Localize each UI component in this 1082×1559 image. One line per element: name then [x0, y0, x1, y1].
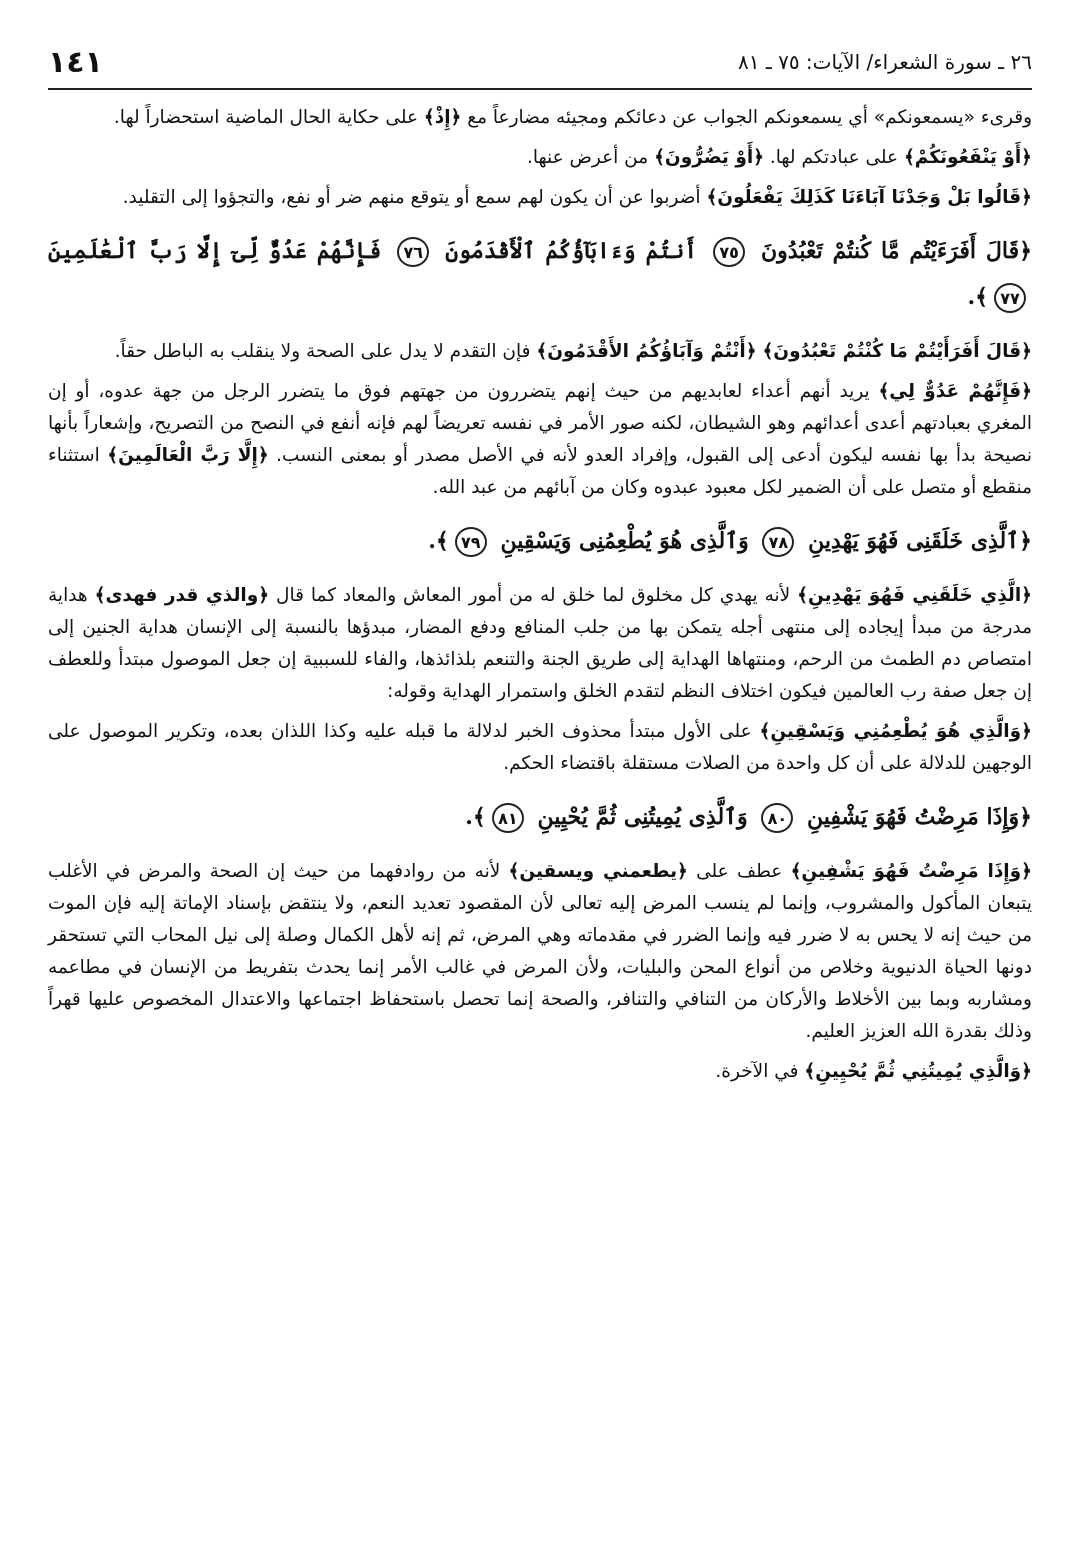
text-run: على الأول مبتدأ محذوف الخبر لدلالة ما قبله عليه وكذا اللذان بعده، وتكرير الموصول على الوجهين للدلالة على أن كل واحدة من الصلات مستقلة باقتضاء الحكم. — [48, 721, 1032, 774]
quoted-verse: ﴿الَّذِي خَلَقَنِي فَهُوَ يَهْدِينِ﴾ — [797, 585, 1033, 606]
text-run: في الآخرة. — [715, 1061, 805, 1082]
text-run: وَٱلَّذِى هُوَ يُطْعِمُنِى وَيَسْقِينِ — [492, 528, 757, 554]
ayah-number-marker: ٧٥ — [713, 237, 745, 267]
quoted-verse: ﴿أَنْتُمْ وَآبَاؤُكُمُ الأَقْدَمُونَ﴾ — [536, 341, 757, 362]
text-run: أَنتُمْ وَءَابَآؤُكُمُ ٱلْأَقْدَمُونَ — [435, 238, 708, 264]
ayah-number-marker: ٨١ — [492, 803, 524, 833]
commentary-paragraph — [48, 580, 1032, 708]
text-run: لأنه من روادفهما من حيث إن الصحة والمرض في الأغلب يتبعان المأكول والمشروب، وإنما لم ينسب المرض إليه تعالى لأن المقصود تعديد النعم، ولا ينتقض بإسناد الإماتة إليه فإن الموت من حيث إنه لا يحس به لا ضرر فيه وإنما الضرر في مقدماته وهي المرض، ثم إنه لأهل الكمال وصلة إلى نيل المحاب التي تستحقر دونها الحياة الدنيوية وخلاص من أنواع المحن والبليات، ولأن المرض في غالب الأمر إنما يحدث بتفريط من الإنسان في مطاعمه ومشاربه وبما بين الأخلاط والأركان من التنافي والتنافر، والصحة إنما تحصل باستحفاظ اجتماعها والاعتدال المخصوص عليها قهراً وذلك بقدرة الله العزيز العليم. — [48, 861, 1032, 1042]
page-header — [48, 36, 1032, 90]
quoted-verse: ﴿قَالُوا بَلْ وَجَدْنَا آبَاءَنَا كَذَلِكَ يَفْعَلُونَ﴾ — [706, 187, 1032, 208]
commentary-paragraph — [48, 376, 1032, 504]
text-run: فإن التقدم لا يدل على الصحة ولا ينقلب به الباطل حقاً. — [114, 341, 537, 362]
text-run: يريد أنهم أعداء لعابديهم من حيث إنهم يتضررون من جهتهم فوق ما يتضرر الرجل من جهة عدوه، أو إن المغري بعبادتهم أعدى أعدائهم وهو الشيطان، لكنه صور الأمر في نفسه تعريضاً لهم فإنه أنفع في النصح من التصريح، وإشعاراً بأنها نصيحة بدأ بها نفسه ليكون أدعى إلى القبول، وإفراد العدو لأنه في الأصل مصدر أو بمعنى النسب. — [48, 381, 1032, 466]
quoted-verse: ﴿أَوْ يَضُرُّونَ﴾ — [654, 147, 764, 168]
quran-verse-block — [48, 518, 1032, 564]
page-body — [48, 102, 1032, 1088]
ayah-number-marker: ٧٩ — [455, 527, 487, 557]
running-head: ٢٦ ـ سورة الشعراء/ الآيات: ٧٥ ـ ٨١ — [738, 50, 1032, 74]
quoted-verse: ﴿أَوْ يَنْفَعُونَكُمْ﴾ — [903, 147, 1032, 168]
page-number: ١٤١ — [48, 44, 103, 80]
text-run: ﴿وَإِذَا مَرِضْتُ فَهُوَ يَشْفِينِ — [799, 804, 1032, 830]
quoted-verse: ﴿وَالَّذِي يُمِيتُنِي ثُمَّ يُحْيِينِ﴾ — [804, 1061, 1032, 1082]
text-run: ﴾. — [967, 284, 988, 310]
commentary-paragraph — [48, 142, 1032, 174]
text-run: وقرىء «يسمعونكم» أي يسمعونكم الجواب عن دعائكم ومجيئه مضارعاً مع — [461, 107, 1032, 128]
text-run: ﴿قَالَ أَفَرَءَيْتُم مَّا كُنتُمْ تَعْبُدُونَ — [751, 238, 1032, 264]
quoted-verse: ﴿يطعمني ويسقين﴾ — [508, 861, 688, 882]
commentary-paragraph — [48, 856, 1032, 1048]
text-run: فَإِنَّهُمْ عَدُوٌّ لِّىٓ إِلَّا رَبَّ ٱلْعَٰلَمِينَ — [48, 238, 392, 264]
quoted-verse: ﴿فَإِنَّهُمْ عَدُوٌّ لِي﴾ — [878, 381, 1032, 402]
ayah-number-marker: ٧٦ — [397, 237, 429, 267]
quran-verse-block — [48, 228, 1032, 320]
quoted-verse: ﴿إِلَّا رَبَّ الْعَالَمِينَ﴾ — [107, 445, 269, 466]
quoted-verse: ﴿قَالَ أَفَرَأَيْتُمْ مَا كُنْتُمْ تَعْبُدُونَ﴾ — [762, 341, 1032, 362]
commentary-paragraph — [48, 716, 1032, 780]
text-run: استثناء منقطع أو متصل على أن الضمير لكل معبود عبدوه وكان من آبائهم من عبد الله. — [48, 445, 1032, 498]
text-run: من أعرض عنها. — [527, 147, 655, 168]
ayah-number-marker: ٧٨ — [762, 527, 794, 557]
commentary-paragraph — [48, 182, 1032, 214]
text-run: هداية مدرجة من مبدأ إيجاده إلى منتهى أجله يتمكن بها من جلب المنافع ودفع المضار، مبدؤها بالنسبة إلى الإنسان هداية الجنين إلى امتصاص دم الطمث من الرحم، ومنتهاها الهداية إلى طريق الجنة والتنعم بلذائذها، والفاء للسببية إن جعل الموصول مبتدأ وللعطف إن جعل صفة رب العالمين فيكون اختلاف النظم لتقدم الخلق واستمرار الهداية وقوله: — [48, 585, 1032, 702]
quoted-verse: ﴿وَإِذَا مَرِضْتُ فَهُوَ يَشْفِينِ﴾ — [790, 861, 1032, 882]
commentary-paragraph — [48, 102, 1032, 134]
quoted-verse: ﴿والذي قدر فهدى﴾ — [94, 585, 270, 606]
text-run: على عبادتكم لها. — [764, 147, 904, 168]
book-page — [48, 36, 1032, 1526]
ayah-number-marker: ٧٧ — [994, 283, 1026, 313]
text-run: على حكاية الحال الماضية استحضاراً لها. — [113, 107, 424, 128]
quran-verse-block — [48, 794, 1032, 840]
text-run: ﴿ٱلَّذِى خَلَقَنِى فَهُوَ يَهْدِينِ — [800, 528, 1032, 554]
text-run: وَٱلَّذِى يُمِيتُنِى ثُمَّ يُحْيِينِ — [529, 804, 756, 830]
text-run: لأنه يهدي كل مخلوق لما خلق له من أمور المعاش والمعاد كما قال — [269, 585, 798, 606]
text-run: عطف على — [687, 861, 791, 882]
quoted-verse: ﴿وَالَّذِي هُوَ يُطْعِمُنِي وَيَسْقِينِ﴾ — [759, 721, 1032, 742]
text-run: أضربوا عن أن يكون لهم سمع أو يتوقع منهم ضر أو نفع، والتجؤوا إلى التقليد. — [122, 187, 707, 208]
quoted-verse: ﴿إِذْ﴾ — [423, 107, 462, 128]
text-run: ﴾. — [428, 528, 449, 554]
ayah-number-marker: ٨٠ — [761, 803, 793, 833]
text-run: ﴾. — [465, 804, 486, 830]
commentary-paragraph — [48, 1056, 1032, 1088]
commentary-paragraph — [48, 336, 1032, 368]
